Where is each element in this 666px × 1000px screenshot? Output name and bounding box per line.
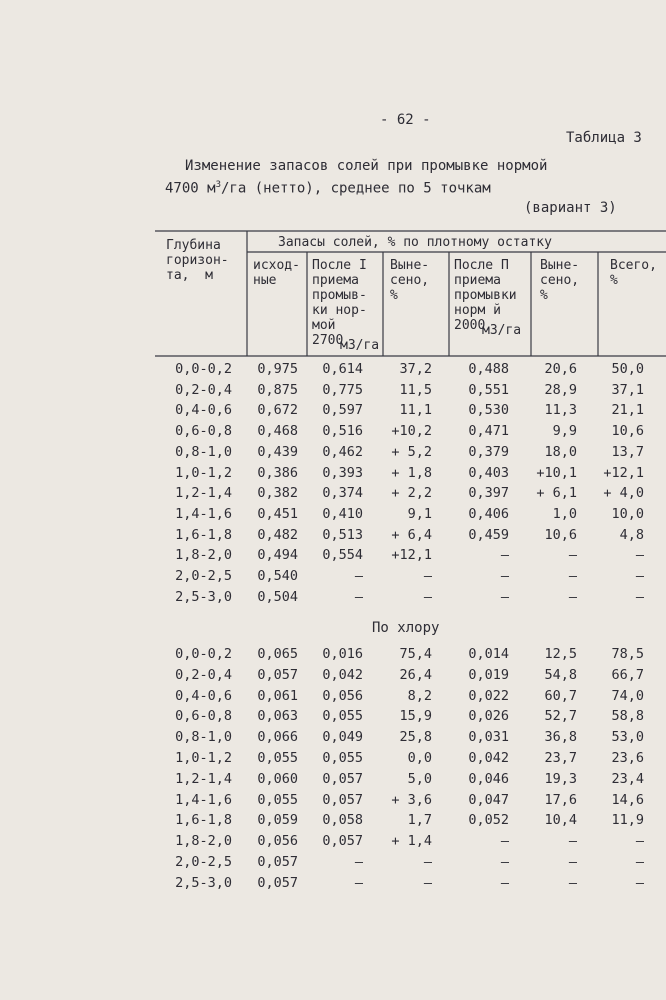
cell-total: 23,4 xyxy=(611,770,644,787)
cell-removed-second: 10,6 xyxy=(544,526,577,543)
table-title-line2: 4700 $м^3/га$ (нетто), среднее по 5 точкам xyxy=(165,180,491,197)
cell-removed-first: 26,4 xyxy=(399,666,432,683)
cell-removed-second: 9,9 xyxy=(552,423,577,440)
cell-depth: 2,5-3,0 xyxy=(175,588,232,605)
cell-initial: 0,059 xyxy=(257,812,298,829)
cell-removed-second: 20,6 xyxy=(544,361,577,377)
cell-after-second: 0,042 xyxy=(468,750,509,766)
header-removed-first: Выне- сено, % xyxy=(390,258,430,303)
cell-depth: 1,4-1,6 xyxy=(175,505,232,522)
cell-after-first: 0,055 xyxy=(322,750,363,766)
cell-removed-first: + 1,8 xyxy=(391,464,432,481)
cell-initial: 0,063 xyxy=(257,708,298,725)
cell-total: 4,8 xyxy=(619,526,644,543)
cell-depth: 1,0-1,2 xyxy=(175,750,232,766)
cell-total: 21,1 xyxy=(611,402,644,419)
cell-removed-first: 1,7 xyxy=(407,812,432,829)
cell-removed-first: 37,2 xyxy=(399,361,432,377)
cell-depth: 2,0-2,5 xyxy=(175,568,232,584)
header-after-first-unit: м3/га xyxy=(340,338,380,353)
cell-total: 14,6 xyxy=(611,791,644,808)
header-removed-second: Выне- сено, % xyxy=(540,258,580,303)
cell-total: – xyxy=(635,833,644,850)
cell-total: – xyxy=(635,547,644,564)
cell-initial: 0,060 xyxy=(257,770,298,787)
cell-depth: 1,2-1,4 xyxy=(175,485,232,502)
cell-depth: 0,6-0,8 xyxy=(175,423,232,440)
cell-removed-first: +10,2 xyxy=(391,423,432,440)
cell-depth: 1,0-1,2 xyxy=(175,464,232,481)
cell-removed-first: 11,1 xyxy=(399,402,432,419)
cell-after-first: 0,410 xyxy=(322,505,363,522)
cell-after-second: 0,026 xyxy=(468,708,509,725)
table-title-line1: Изменение запасов солей при промывке нормой xyxy=(185,158,548,174)
cell-depth: 2,0-2,5 xyxy=(175,854,232,870)
cell-after-first: 0,393 xyxy=(322,464,363,481)
cell-removed-second: – xyxy=(568,588,577,605)
cell-total: 23,6 xyxy=(611,750,644,766)
cell-removed-second: – xyxy=(568,568,577,584)
cell-depth: 0,0-0,2 xyxy=(175,646,232,662)
cell-total: – xyxy=(635,588,644,605)
cell-initial: 0,482 xyxy=(257,526,298,543)
cell-after-second: – xyxy=(500,547,509,564)
cell-depth: 1,8-2,0 xyxy=(175,833,232,850)
cell-removed-first: – xyxy=(423,874,432,891)
cell-initial: 0,494 xyxy=(257,547,298,564)
cell-total: 78,5 xyxy=(611,646,644,662)
cell-removed-first: 9,1 xyxy=(407,505,432,522)
cell-depth: 1,2-1,4 xyxy=(175,770,232,787)
cell-initial: 0,065 xyxy=(257,646,298,662)
cell-after-second: – xyxy=(500,874,509,891)
cell-depth: 0,2-0,4 xyxy=(175,666,232,683)
cell-depth: 1,8-2,0 xyxy=(175,547,232,564)
cell-removed-second: – xyxy=(568,854,577,870)
cell-removed-second: 23,7 xyxy=(544,750,577,766)
cell-removed-second: 1,0 xyxy=(552,505,577,522)
variant-label: (вариант 3) xyxy=(524,200,617,216)
cell-after-first: 0,513 xyxy=(322,526,363,543)
section-title-chlorine: По хлору xyxy=(372,620,440,636)
cell-removed-second: 54,8 xyxy=(544,666,577,683)
page-number: - 62 - xyxy=(380,112,431,128)
cell-removed-first: 8,2 xyxy=(407,687,432,704)
cell-removed-second: 36,8 xyxy=(544,729,577,746)
cell-depth: 0,2-0,4 xyxy=(175,381,232,398)
cell-after-second: 0,403 xyxy=(468,464,509,481)
cell-removed-second: 52,7 xyxy=(544,708,577,725)
cell-after-second: – xyxy=(500,833,509,850)
cell-removed-first: + 2,2 xyxy=(391,485,432,502)
cell-depth: 0,6-0,8 xyxy=(175,708,232,725)
cell-after-first: 0,058 xyxy=(322,812,363,829)
header-salt-reserves: Запасы солей, % по плотному остатку xyxy=(278,235,552,250)
cell-initial: 0,540 xyxy=(257,568,298,584)
cell-initial: 0,057 xyxy=(257,874,298,891)
cell-depth: 0,4-0,6 xyxy=(175,687,232,704)
header-after-second-unit: м3/га xyxy=(482,323,522,338)
cell-after-second: 0,031 xyxy=(468,729,509,746)
cell-after-second: 0,551 xyxy=(468,381,509,398)
table-label: Таблица 3 xyxy=(566,130,642,146)
cell-after-first: 0,374 xyxy=(322,485,363,502)
cell-total: – xyxy=(635,568,644,584)
cell-removed-second: 17,6 xyxy=(544,791,577,808)
cell-initial: 0,672 xyxy=(257,402,298,419)
cell-removed-second: 18,0 xyxy=(544,443,577,460)
cell-depth: 0,8-1,0 xyxy=(175,443,232,460)
cell-after-second: 0,046 xyxy=(468,770,509,787)
cell-initial: 0,061 xyxy=(257,687,298,704)
cell-initial: 0,066 xyxy=(257,729,298,746)
cell-initial: 0,057 xyxy=(257,854,298,870)
cell-removed-first: – xyxy=(423,854,432,870)
cell-removed-first: 25,8 xyxy=(399,729,432,746)
cell-initial: 0,875 xyxy=(257,381,298,398)
cell-removed-second: 12,5 xyxy=(544,646,577,662)
cell-after-second: 0,471 xyxy=(468,423,509,440)
cell-after-second: 0,014 xyxy=(468,646,509,662)
header-initial: исход- ные xyxy=(253,258,300,288)
cell-total: 53,0 xyxy=(611,729,644,746)
cell-after-first: 0,055 xyxy=(322,708,363,725)
cell-removed-second: – xyxy=(568,874,577,891)
cell-after-first: 0,614 xyxy=(322,361,363,377)
cell-removed-second: 10,4 xyxy=(544,812,577,829)
cell-after-first: – xyxy=(354,588,363,605)
cell-after-second: – xyxy=(500,588,509,605)
cell-depth: 0,8-1,0 xyxy=(175,729,232,746)
cell-initial: 0,975 xyxy=(257,361,298,377)
cell-initial: 0,386 xyxy=(257,464,298,481)
cell-total: 10,6 xyxy=(611,423,644,440)
cell-after-second: – xyxy=(500,568,509,584)
cell-after-first: 0,042 xyxy=(322,666,363,683)
cell-after-second: 0,459 xyxy=(468,526,509,543)
cell-after-second: 0,488 xyxy=(468,361,509,377)
cell-removed-second: 60,7 xyxy=(544,687,577,704)
cell-total: 58,8 xyxy=(611,708,644,725)
cell-depth: 0,0-0,2 xyxy=(175,361,232,377)
cell-after-first: 0,056 xyxy=(322,687,363,704)
cell-after-first: 0,462 xyxy=(322,443,363,460)
cell-after-second: 0,406 xyxy=(468,505,509,522)
cell-initial: 0,468 xyxy=(257,423,298,440)
cell-removed-first: 75,4 xyxy=(399,646,432,662)
cell-initial: 0,382 xyxy=(257,485,298,502)
cell-depth: 1,6-1,8 xyxy=(175,526,232,543)
cell-total: – xyxy=(635,874,644,891)
cell-initial: 0,439 xyxy=(257,443,298,460)
cell-total: 66,7 xyxy=(611,666,644,683)
cell-after-second: 0,397 xyxy=(468,485,509,502)
cell-initial: 0,504 xyxy=(257,588,298,605)
cell-after-second: 0,530 xyxy=(468,402,509,419)
cell-removed-first: + 6,4 xyxy=(391,526,432,543)
cell-initial: 0,057 xyxy=(257,666,298,683)
cell-initial: 0,056 xyxy=(257,833,298,850)
cell-removed-second: 28,9 xyxy=(544,381,577,398)
cell-removed-first: 5,0 xyxy=(407,770,432,787)
cell-depth: 2,5-3,0 xyxy=(175,874,232,891)
cell-after-second: 0,019 xyxy=(468,666,509,683)
cell-after-first: 0,057 xyxy=(322,770,363,787)
cell-removed-first: 15,9 xyxy=(399,708,432,725)
cell-removed-second: – xyxy=(568,547,577,564)
cell-after-first: – xyxy=(354,568,363,584)
cell-removed-first: + 3,6 xyxy=(391,791,432,808)
cell-after-second: 0,022 xyxy=(468,687,509,704)
cell-after-first: 0,516 xyxy=(322,423,363,440)
cell-depth: 1,4-1,6 xyxy=(175,791,232,808)
header-after-first: После I приема промыв- ки нор- мой 2700 xyxy=(312,258,367,348)
cell-after-first: 0,049 xyxy=(322,729,363,746)
cell-total: 50,0 xyxy=(611,361,644,377)
cell-removed-first: – xyxy=(423,568,432,584)
cell-after-second: – xyxy=(500,854,509,870)
cell-depth: 0,4-0,6 xyxy=(175,402,232,419)
header-after-second: После П приема промывки норм й 2000 xyxy=(454,258,517,333)
cell-initial: 0,055 xyxy=(257,750,298,766)
cell-total: 11,9 xyxy=(611,812,644,829)
header-depth: Глубина горизон- та, м xyxy=(166,238,229,283)
cell-depth: 1,6-1,8 xyxy=(175,812,232,829)
cell-removed-second: +10,1 xyxy=(536,464,577,481)
cell-total: 10,0 xyxy=(611,505,644,522)
cell-after-second: 0,379 xyxy=(468,443,509,460)
cell-after-second: 0,052 xyxy=(468,812,509,829)
cell-after-first: 0,057 xyxy=(322,791,363,808)
cell-total: 13,7 xyxy=(611,443,644,460)
cell-removed-second: + 6,1 xyxy=(536,485,577,502)
cell-removed-second: – xyxy=(568,833,577,850)
cell-after-first: 0,775 xyxy=(322,381,363,398)
header-total: Всего, % xyxy=(610,258,657,288)
cell-after-first: 0,057 xyxy=(322,833,363,850)
cell-total: 74,0 xyxy=(611,687,644,704)
cell-total: 37,1 xyxy=(611,381,644,398)
cell-removed-first: + 1,4 xyxy=(391,833,432,850)
cell-total: + 4,0 xyxy=(603,485,644,502)
cell-after-first: 0,554 xyxy=(322,547,363,564)
cell-after-first: – xyxy=(354,854,363,870)
cell-after-first: – xyxy=(354,874,363,891)
cell-after-second: 0,047 xyxy=(468,791,509,808)
cell-initial: 0,055 xyxy=(257,791,298,808)
cell-total: +12,1 xyxy=(603,464,644,481)
cell-after-first: 0,016 xyxy=(322,646,363,662)
cell-after-first: 0,597 xyxy=(322,402,363,419)
cell-removed-first: 0,0 xyxy=(407,750,432,766)
cell-removed-second: 11,3 xyxy=(544,402,577,419)
cell-initial: 0,451 xyxy=(257,505,298,522)
cell-removed-first: + 5,2 xyxy=(391,443,432,460)
cell-removed-first: 11,5 xyxy=(399,381,432,398)
cell-removed-second: 19,3 xyxy=(544,770,577,787)
cell-total: – xyxy=(635,854,644,870)
cell-removed-first: +12,1 xyxy=(391,547,432,564)
cell-removed-first: – xyxy=(423,588,432,605)
